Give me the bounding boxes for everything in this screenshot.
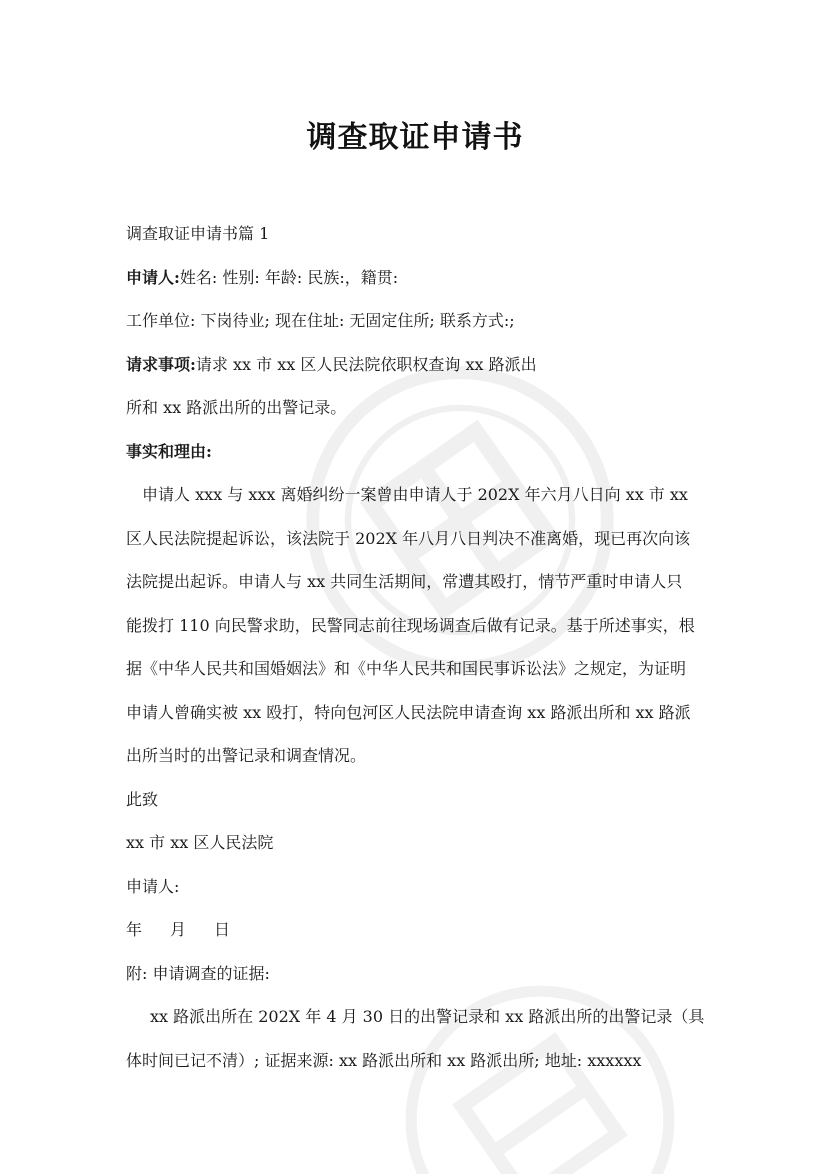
evidence-line: xx 路派出所在 202X 年 4 月 30 日的出警记录和 xx 路派出所的出警记录（具 <box>150 1007 705 1026</box>
facts-line: 能拨打 110 向民警求助，民警同志前往现场调查后做有记录。基于所述事实，根 <box>126 615 695 635</box>
work-line: 工作单位: 下岗待业; 现在住址: 无固定住所; 联系方式:; <box>126 311 515 330</box>
applicant-label: 申请人: <box>126 267 180 287</box>
facts-line: 区人民法院提起诉讼，该法院于 202X 年八月八日判决不准离婚，现已再次向该 <box>126 528 691 548</box>
facts-line: 申请人 xxx 与 xxx 离婚纠纷一案曾由申请人于 202X 年六月八日向 xx 市 xx <box>142 485 688 504</box>
applicant-line <box>126 256 714 300</box>
facts-line: 据《中华人民共和国婚姻法》和《中华人民共和国民事诉讼法》之规定，为证明 <box>126 659 687 678</box>
date-day: 日 <box>214 920 231 939</box>
closing: 此致 <box>126 789 159 809</box>
request-line-2: 所和 xx 路派出所的出警记录。 <box>126 398 347 417</box>
applicant-text: 姓名: 性别: 年龄: 民族:，籍贯: <box>179 267 399 287</box>
request-text-1: 请求 xx 市 xx 区人民法院依职权查询 xx 路派出 <box>195 354 537 374</box>
facts-line: 出所当时的出警记录和调查情况。 <box>126 746 367 765</box>
facts-label: 事实和理由: <box>126 441 212 461</box>
subtitle: 调查取证申请书篇 1 <box>126 224 270 243</box>
date-year: 年 <box>126 920 143 939</box>
document-body <box>126 212 714 1082</box>
court-name: xx 市 xx 区人民法院 <box>126 833 274 852</box>
date-month: 月 <box>170 920 187 939</box>
evidence-line: 体时间已记不清）; 证据来源: xx 路派出所和 xx 路派出所; 地址: xxxxxx <box>126 1050 642 1070</box>
date-line <box>126 908 714 952</box>
request-line <box>126 343 714 387</box>
document-title: 调查取证申请书 <box>306 120 524 155</box>
attachment-label: 附: 申请调查的证据: <box>126 963 270 983</box>
signature-line: 申请人: <box>126 876 180 896</box>
facts-line: 法院提出起诉。申请人与 xx 共同生活期间，常遭其殴打，情节严重时申请人只 <box>126 572 683 591</box>
facts-line: 申请人曾确实被 xx 殴打，特向包河区人民法院申请查询 xx 路派出所和 xx 路派 <box>126 702 691 722</box>
request-label: 请求事项: <box>126 354 196 374</box>
